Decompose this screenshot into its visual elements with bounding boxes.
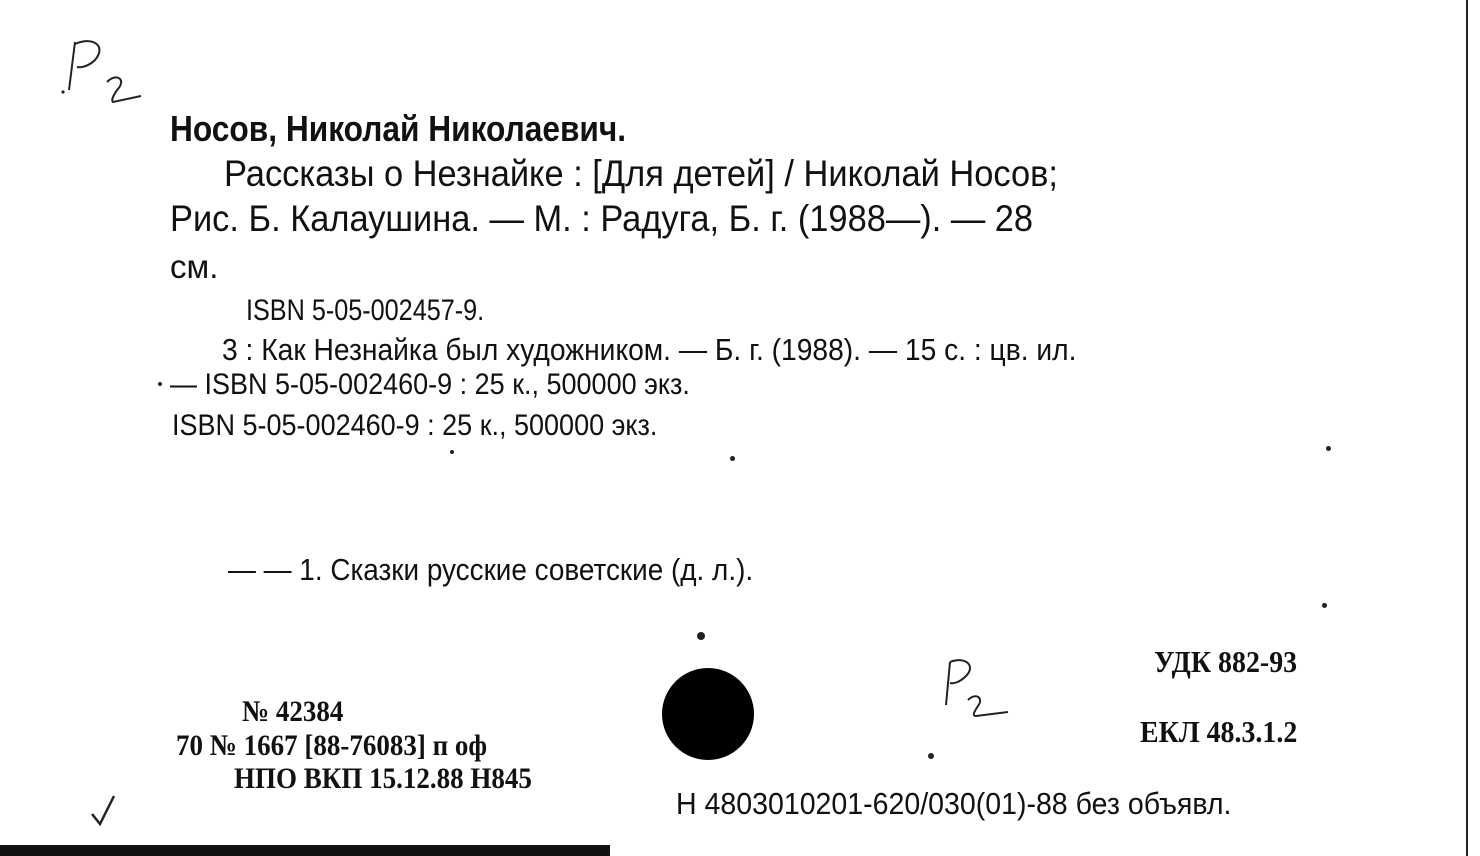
code-line: Н 4803010201-620/030(01)-88 без объявл. bbox=[676, 786, 1232, 821]
hole-punch bbox=[662, 668, 754, 760]
volume-line-1: 3 : Как Незнайка был художником. — Б. г. (1988). — 15 с. : цв. ил. bbox=[222, 332, 1077, 367]
print-line: 70 № 1667 [88-76083] п оф bbox=[176, 729, 488, 762]
npo-line: НПО ВКП 15.12.88 Н845 bbox=[234, 762, 532, 795]
scan-speck bbox=[450, 450, 454, 454]
title-line-2: Рис. Б. Калаушина. — М. : Радуга, Б. г. (1988—). — 28 bbox=[170, 198, 1034, 239]
handwritten-p2-top-left bbox=[55, 30, 150, 110]
scan-edge-bottom bbox=[0, 845, 610, 856]
isbn-volume: ISBN 5-05-002460-9 : 25 к., 500000 экз. bbox=[172, 409, 658, 442]
handwritten-p2-middle bbox=[932, 650, 1017, 725]
isbn-set: ISBN 5-05-002457-9. bbox=[246, 294, 485, 327]
scan-edge-right bbox=[1466, 0, 1468, 856]
order-number: № 42384 bbox=[242, 695, 344, 728]
udk-code: УДК 882-93 bbox=[1154, 644, 1298, 679]
author-heading: Носов, Николай Николаевич. bbox=[170, 108, 627, 149]
scan-speck bbox=[158, 382, 162, 386]
scan-speck bbox=[928, 753, 934, 759]
title-line-1: Рассказы о Незнайке : [Для детей] / Николай Носов; bbox=[224, 153, 1058, 194]
scan-speck bbox=[730, 456, 735, 461]
subject-heading: — — 1. Сказки русские советские (д. л.). bbox=[228, 552, 754, 587]
ekl-code: ЕКЛ 48.3.1.2 bbox=[1140, 714, 1298, 749]
scan-speck bbox=[697, 632, 705, 640]
scan-speck bbox=[1326, 446, 1331, 451]
handwritten-check-mark bbox=[88, 790, 120, 830]
volume-line-2: — ISBN 5-05-002460-9 : 25 к., 500000 экз. bbox=[170, 368, 690, 401]
title-line-3: см. bbox=[170, 248, 219, 285]
scan-speck bbox=[1322, 603, 1327, 608]
